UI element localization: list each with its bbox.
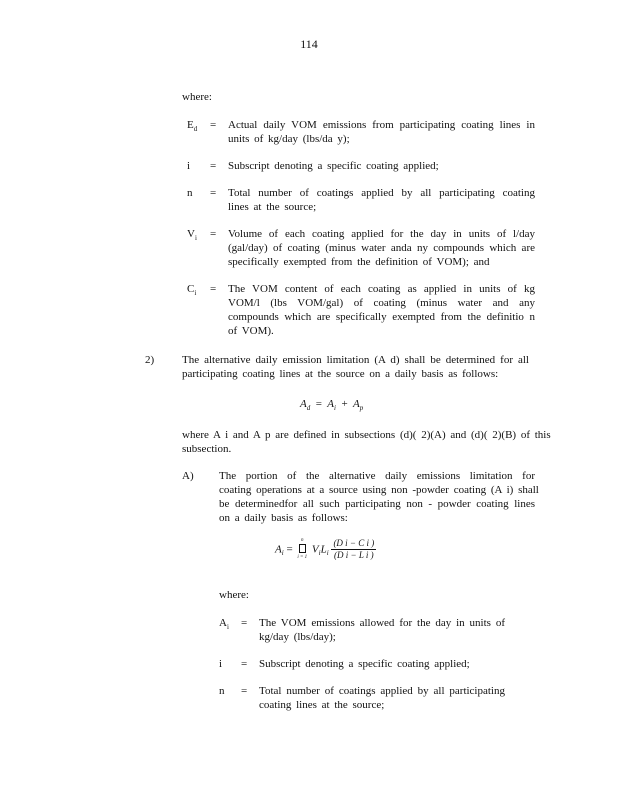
definition-line: The VOM content of each coating as applied in units of kg [228,283,535,295]
definition-line: specifically exempted from the definition of VOM); and [228,256,490,268]
definition-line: Actual daily VOM emissions from participating coating lines in [228,119,535,131]
equation-alternative-limit: $A_d = A_i + A_p$ [300,398,364,413]
definition-symbol: i [187,160,191,172]
summation-symbol: n i = 1 [297,538,308,560]
paragraph-line: coating operations at a source using non -powder coating (A i) shall [219,484,539,496]
definition-line: lines at the source; [228,201,317,213]
definition-line: Volume of each coating applied for the day in units of l/day [228,228,535,240]
where-reference-text [182,428,551,456]
paragraph-number: 2) [145,354,155,366]
page-number: 114 [300,37,318,51]
where-label: where: [219,589,249,601]
definition-line: Subscript denoting a specific coating applied; [228,160,439,172]
equation-nonpowder-limit: $A_i$ = n i = 1 $V_iL_i$ $\frac{\text{(D i − C i )}}{\text{(D i − L i )}}$ [275,538,375,560]
definition-symbol: $A_i$ [219,617,229,632]
definition-symbol: i [219,658,223,670]
definition-text [259,657,505,671]
definition-line: kg/day (lbs/day); [259,631,336,643]
definition-symbol: $E_d$ [187,119,198,134]
definition-line: Total number of coatings applied by all participating [259,685,505,697]
definition-line: Subscript denoting a specific coating applied; [259,658,470,670]
definition-line: (gal/day) of coating (minus water anda ny compounds which are [228,242,535,254]
definition-line: compounds which are specifically exempted from the definitio n [228,311,535,323]
definition-text [228,159,535,173]
definition-text [259,616,505,644]
equals-sign: = [210,283,217,295]
equals-sign: = [210,228,217,240]
definition-symbol: $C_i$ [187,283,197,298]
definition-text [228,186,535,214]
equals-sign: = [210,160,217,172]
paragraph-line: on a daily basis as follows: [219,512,348,524]
definition-text [259,684,505,712]
definition-line: of VOM). [228,325,274,337]
definition-line: The VOM emissions allowed for the day in units of [259,617,505,629]
definition-symbol: n [187,187,193,199]
definition-text [228,118,535,146]
equals-sign: = [210,119,217,131]
paragraph-line: be determinedfor all such participating non - powder coating lines [219,498,535,510]
paragraph-2-text [182,353,529,381]
paragraph-line: The portion of the alternative daily emissions limitation for [219,470,535,482]
definition-symbol: n [219,685,225,697]
definition-line: units of kg/day (lbs/da y); [228,133,350,145]
equals-sign: = [210,187,217,199]
definition-line: VOM/l (lbs VOM/gal) of coating (minus water and any [228,297,535,309]
definition-symbol: $V_i$ [187,228,197,243]
paragraph-A-text [219,469,539,525]
paragraph-number: A) [182,470,194,482]
definition-text [228,227,535,269]
paragraph-line: where A i and A p are defined in subsections (d)( 2)(A) and (d)( 2)(B) of this [182,429,551,441]
fraction: $\frac{\text{(D i − C i )}}{\text{(D i − L i )}}$ [333,538,375,560]
definition-line: coating lines at the source; [259,699,385,711]
equals-sign: = [241,685,248,697]
definition-line: Total number of coatings applied by all participating coating [228,187,535,199]
definition-text [228,282,535,338]
paragraph-line: The alternative daily emission limitation (A d) shall be determined for all [182,354,529,366]
paragraph-line: participating coating lines at the source on a daily basis as follows: [182,368,499,380]
equals-sign: = [241,658,248,670]
paragraph-line: subsection. [182,443,232,455]
equals-sign: = [241,617,248,629]
where-label: where: [182,91,212,103]
